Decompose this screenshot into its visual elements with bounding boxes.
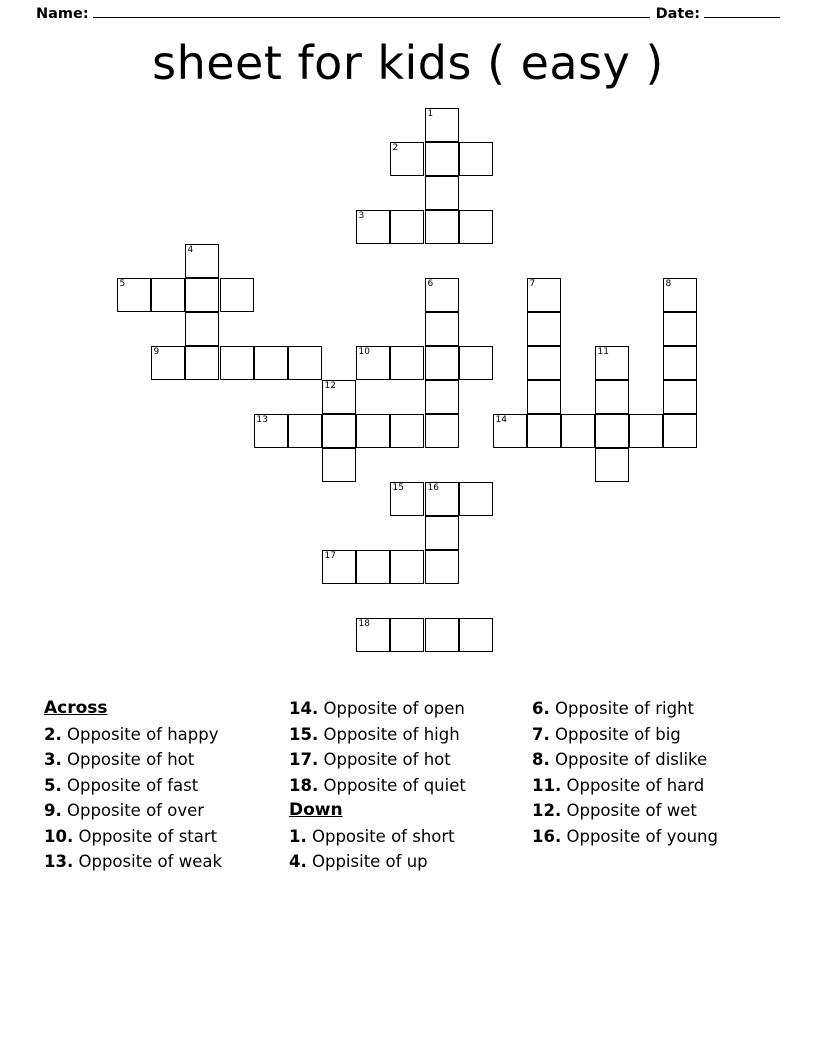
clue-text: Opposite of hot — [61, 750, 195, 769]
clue-text: Opposite of fast — [61, 775, 199, 795]
date-label: Date: — [655, 6, 700, 22]
clue-text: Opposite of short — [306, 826, 455, 846]
crossword-cell[interactable] — [390, 482, 424, 516]
crossword-cell[interactable] — [459, 618, 493, 652]
crossword-cell[interactable] — [663, 380, 697, 414]
cell-number: 12 — [324, 381, 336, 391]
crossword-cell[interactable] — [527, 278, 561, 312]
clues-column-1 — [44, 696, 284, 875]
crossword-cell[interactable] — [663, 414, 697, 448]
clue-number: 2. — [44, 724, 62, 744]
crossword-cell[interactable] — [356, 550, 390, 584]
crossword-cell[interactable] — [425, 176, 459, 210]
cell-number: 17 — [324, 551, 336, 561]
crossword-cell[interactable] — [595, 414, 629, 448]
clue-text: Opposite of weak — [73, 852, 223, 871]
name-label: Name: — [36, 6, 89, 22]
crossword-cell[interactable] — [220, 278, 254, 312]
crossword-cell[interactable] — [425, 142, 459, 176]
crossword-cell[interactable] — [288, 346, 322, 380]
clue-item — [44, 747, 284, 773]
clue-item — [289, 722, 564, 748]
cell-number: 4 — [187, 245, 194, 255]
crossword-cell[interactable] — [185, 244, 219, 278]
cell-number: 2 — [392, 143, 399, 153]
crossword-cell[interactable] — [322, 550, 356, 584]
clue-item — [44, 849, 284, 875]
crossword-grid — [0, 108, 816, 668]
crossword-cell[interactable] — [425, 482, 459, 516]
clue-item — [289, 824, 564, 850]
clue-number: 16. — [532, 826, 562, 846]
crossword-cell[interactable] — [595, 448, 629, 482]
crossword-cell[interactable] — [425, 516, 459, 550]
crossword-cell[interactable] — [629, 414, 663, 448]
clue-text: Opposite of happy — [61, 724, 219, 744]
crossword-cell[interactable] — [151, 346, 185, 380]
clue-number: 12. — [532, 801, 562, 820]
clue-text: Opposite of hard — [561, 775, 705, 795]
clue-number: 11. — [532, 775, 562, 795]
crossword-cell[interactable] — [493, 414, 527, 448]
clue-text: Opposite of high — [318, 724, 460, 744]
crossword-cell[interactable] — [561, 414, 595, 448]
crossword-cell[interactable] — [288, 414, 322, 448]
clue-item — [289, 696, 564, 722]
crossword-cell[interactable] — [390, 618, 424, 652]
clue-item — [532, 773, 784, 799]
clue-text: Opposite of dislike — [549, 750, 708, 769]
crossword-cell[interactable] — [527, 380, 561, 414]
cell-number: 10 — [358, 347, 370, 357]
crossword-cell[interactable] — [390, 414, 424, 448]
clue-text: Opposite of start — [73, 826, 218, 846]
clue-item — [289, 747, 564, 773]
clue-number: 4. — [289, 852, 307, 871]
clue-number: 17. — [289, 750, 319, 769]
crossword-cell[interactable] — [254, 346, 288, 380]
clue-number: 18. — [289, 775, 319, 795]
crossword-cell[interactable] — [527, 414, 561, 448]
clue-number: 13. — [44, 852, 74, 871]
clue-item — [289, 849, 564, 875]
crossword-cell[interactable] — [527, 346, 561, 380]
clue-text: Opposite of open — [318, 699, 465, 718]
crossword-cell[interactable] — [322, 380, 356, 414]
clue-number: 10. — [44, 826, 74, 846]
clue-text: Opposite of big — [549, 724, 681, 744]
crossword-cell[interactable] — [322, 448, 356, 482]
clue-item — [532, 824, 784, 850]
clue-item — [44, 824, 284, 850]
clue-item — [44, 773, 284, 799]
down-heading: Down — [289, 800, 343, 820]
page-title: sheet for kids ( easy ) — [152, 36, 664, 90]
clue-number: 6. — [532, 699, 550, 718]
crossword-cell[interactable] — [425, 618, 459, 652]
clue-text: Opposite of young — [561, 826, 718, 846]
crossword-cell[interactable] — [425, 278, 459, 312]
clue-text: Opposite of right — [549, 699, 694, 718]
crossword-cell[interactable] — [595, 380, 629, 414]
cell-number: 13 — [256, 415, 268, 425]
crossword-cell[interactable] — [425, 346, 459, 380]
crossword-cell[interactable] — [459, 210, 493, 244]
crossword-cell[interactable] — [390, 210, 424, 244]
crossword-cell[interactable] — [459, 142, 493, 176]
clues-area — [44, 696, 784, 946]
clue-item — [532, 798, 784, 824]
crossword-cell[interactable] — [390, 346, 424, 380]
clue-number: 9. — [44, 801, 62, 820]
clue-number: 1. — [289, 826, 307, 846]
crossword-cell[interactable] — [663, 278, 697, 312]
clue-item — [44, 722, 284, 748]
clue-number: 14. — [289, 699, 319, 718]
clue-item — [532, 696, 784, 722]
clue-text: Opposite of wet — [561, 801, 697, 820]
crossword-cell[interactable] — [356, 618, 390, 652]
crossword-cell[interactable] — [390, 142, 424, 176]
cell-number: 8 — [665, 279, 672, 289]
crossword-cell[interactable] — [425, 414, 459, 448]
crossword-cell[interactable] — [185, 346, 219, 380]
crossword-cell[interactable] — [527, 312, 561, 346]
clue-item — [289, 773, 564, 799]
crossword-cell[interactable] — [595, 346, 629, 380]
crossword-cell[interactable] — [459, 482, 493, 516]
crossword-cell[interactable] — [356, 414, 390, 448]
clue-item — [532, 747, 784, 773]
crossword-cell[interactable] — [220, 346, 254, 380]
cell-number: 5 — [119, 279, 126, 289]
worksheet-header — [36, 6, 780, 22]
cell-number: 6 — [427, 279, 434, 289]
clues-column-2 — [289, 696, 564, 875]
crossword-cell[interactable] — [322, 414, 356, 448]
clue-number: 3. — [44, 750, 62, 769]
cell-number: 16 — [427, 483, 439, 493]
crossword-cell[interactable] — [425, 550, 459, 584]
clue-number: 8. — [532, 750, 550, 769]
clue-text: Opposite of hot — [318, 750, 451, 769]
crossword-cell[interactable] — [459, 346, 493, 380]
crossword-cell[interactable] — [254, 414, 288, 448]
date-write-line[interactable] — [704, 17, 780, 18]
clue-number: 15. — [289, 724, 319, 744]
across-heading: Across — [44, 698, 108, 718]
cell-number: 14 — [495, 415, 507, 425]
cell-number: 18 — [358, 619, 370, 629]
clue-item — [532, 722, 784, 748]
crossword-cell[interactable] — [425, 380, 459, 414]
crossword-cell[interactable] — [151, 278, 185, 312]
crossword-cell[interactable] — [425, 108, 459, 142]
clue-item — [44, 798, 284, 824]
cell-number: 11 — [597, 347, 609, 357]
crossword-cell[interactable] — [390, 550, 424, 584]
clue-text: Oppisite of up — [306, 852, 428, 871]
clue-number: 5. — [44, 775, 62, 795]
name-write-line[interactable] — [93, 17, 650, 18]
crossword-cell[interactable] — [356, 210, 390, 244]
crossword-cell[interactable] — [425, 312, 459, 346]
cell-number: 7 — [529, 279, 536, 289]
clue-text: Opposite of quiet — [318, 775, 466, 795]
cell-number: 3 — [358, 211, 365, 221]
cell-number: 1 — [427, 109, 434, 119]
crossword-cell[interactable] — [117, 278, 151, 312]
clue-text: Opposite of over — [61, 801, 205, 820]
crossword-cell[interactable] — [185, 312, 219, 346]
clues-column-3 — [532, 696, 784, 849]
crossword-cell[interactable] — [425, 210, 459, 244]
crossword-cell[interactable] — [663, 312, 697, 346]
cell-number: 15 — [392, 483, 404, 493]
clue-number: 7. — [532, 724, 550, 744]
cell-number: 9 — [153, 347, 160, 357]
crossword-cell[interactable] — [663, 346, 697, 380]
crossword-cell[interactable] — [185, 278, 219, 312]
crossword-cell[interactable] — [356, 346, 390, 380]
